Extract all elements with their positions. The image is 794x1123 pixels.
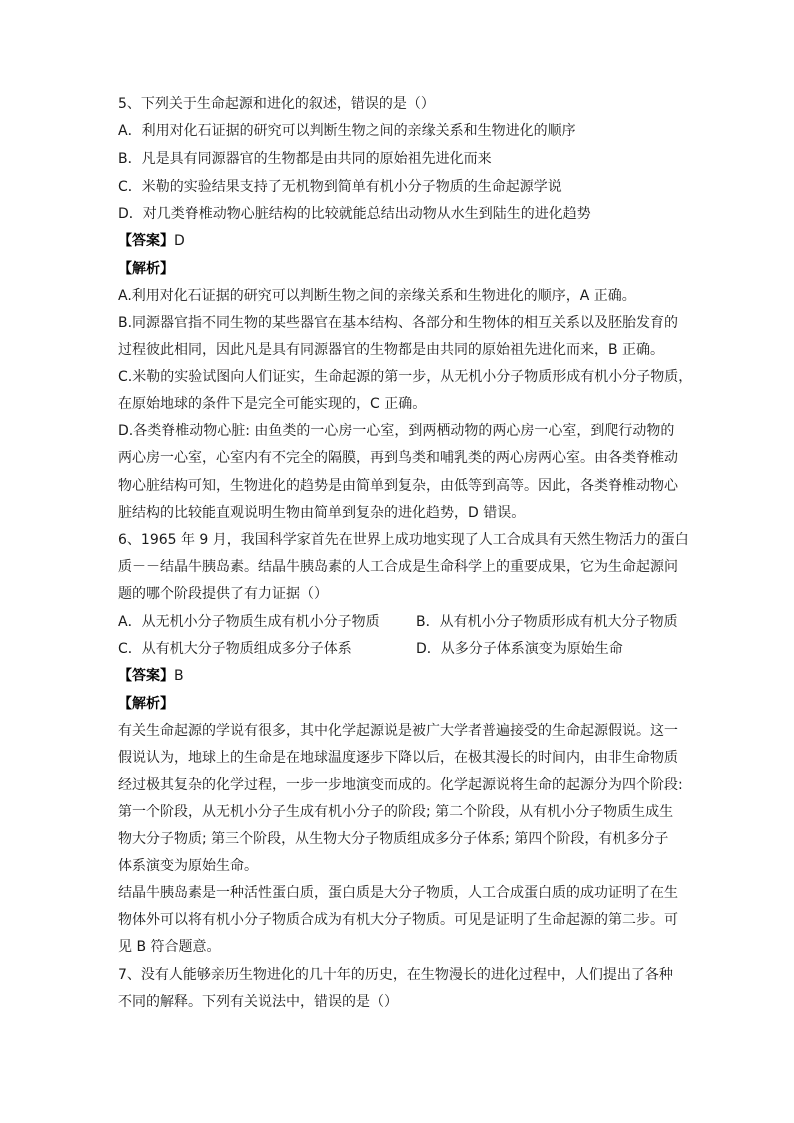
question-6-answer [118, 666, 184, 686]
question-6-stem-line: 题的哪个阶段提供了有力证据（） [118, 586, 328, 602]
question-5-answer [118, 231, 185, 251]
analysis-line: 过程彼此相同，因此凡是具有同源器官的生物都是由共同的原始祖先进化而来，B 正确。 [118, 342, 665, 358]
analysis-line: 脏结构的比较能直观说明生物由简单到复杂的进化趋势，D 错误。 [118, 505, 526, 521]
answer-value: B [174, 668, 184, 684]
question-6-stem-line: 6、1965 年 9 月，我国科学家首先在世界上成功地实现了人工合成具有天然生物活力的蛋白 [118, 532, 689, 548]
analysis-tag: 【解析】 [118, 261, 174, 277]
question-6-stem-line: 质－－结晶牛胰岛素。结晶牛胰岛素的人工合成是生命科学上的重要成果，它为生命起源问 [118, 559, 678, 575]
analysis-line: 经过极其复杂的化学过程，一步一步地演变而成的。化学起源说将生命的起源分为四个阶段: [118, 777, 683, 793]
analysis-tag: 【解析】 [118, 696, 174, 712]
answer-tag: 【答案】 [118, 233, 174, 249]
analysis-line: 第一个阶段，从无机小分子生成有机小分子的阶段; 第二个阶段，从有机小分子物质生成生 [118, 804, 674, 820]
analysis-line: 物体外可以将有机小分子物质合成为有机大分子物质。可见是证明了生命起源的第二步。可 [118, 912, 678, 928]
analysis-line: 在原始地球的条件下是完全可能实现的，C 正确。 [118, 396, 427, 412]
question-6-option-a: A．从无机小分子物质生成有机小分子物质 [118, 614, 380, 630]
analysis-line: C.米勒的实验试图向人们证实，生命起源的第一步，从无机小分子物质形成有机小分子物质， [118, 369, 693, 385]
analysis-line: 假说认为，地球上的生命是在地球温度逐步下降以后，在极其漫长的时间内，由非生命物质 [118, 750, 678, 766]
question-6-option-d: D．从多分子体系演变为原始生命 [416, 641, 623, 657]
answer-value: D [174, 233, 185, 249]
question-5-option-c: C．米勒的实验结果支持了无机物到简单有机小分子物质的生命起源学说 [118, 179, 562, 195]
analysis-line: A.利用对化石证据的研究可以判断生物之间的亲缘关系和生物进化的顺序，A 正确。 [118, 288, 636, 304]
question-5-stem: 5、下列关于生命起源和进化的叙述，错误的是（） [118, 96, 435, 112]
question-6-option-b: B．从有机小分子物质形成有机大分子物质 [416, 614, 678, 630]
analysis-line: 有关生命起源的学说有很多，其中化学起源说是被广大学者普遍接受的生命起源假说。这一 [118, 723, 678, 739]
question-6-option-c: C．从有机大分子物质组成多分子体系 [118, 641, 352, 657]
analysis-line: 见 B 符合题意。 [118, 939, 221, 955]
analysis-line: 体系演变为原始生命。 [118, 858, 258, 874]
answer-tag: 【答案】 [118, 668, 174, 684]
question-7-stem-line: 不同的解释。下列有关说法中，错误的是（） [118, 994, 398, 1010]
analysis-line: 两心房一心室，心室内有不完全的隔膜，再到鸟类和哺乳类的两心房两心室。由各类脊椎动 [118, 450, 678, 466]
analysis-line: 物心脏结构可知，生物进化的趋势是由简单到复杂，由低等到高等。因此，各类脊椎动物心 [118, 478, 678, 494]
analysis-line: B.同源器官指不同生物的某些器官在基本结构、各部分和生物体的相互关系以及胚胎发育的 [118, 315, 679, 331]
analysis-line: 结晶牛胰岛素是一种活性蛋白质，蛋白质是大分子物质，人工合成蛋白质的成功证明了在生 [118, 885, 678, 901]
question-5-analysis-heading [118, 259, 174, 279]
question-5-option-a: A．利用对化石证据的研究可以判断生物之间的亲缘关系和生物进化的顺序 [118, 123, 576, 139]
question-5-option-b: B．凡是具有同源器官的生物都是由共同的原始祖先进化而来 [118, 151, 492, 167]
analysis-line: 物大分子物质; 第三个阶段，从生物大分子物质组成多分子体系; 第四个阶段，有机多分子 [118, 831, 669, 847]
question-7-stem-line: 7、没有人能够亲历生物进化的几十年的历史，在生物漫长的进化过程中，人们提出了各种 [118, 967, 673, 983]
analysis-line: D.各类脊椎动物心脏: 由鱼类的一心房一心室，到两栖动物的两心房一心室，到爬行动物的 [118, 423, 675, 439]
question-6-analysis-heading [118, 694, 174, 714]
question-5-option-d: D．对几类脊椎动物心脏结构的比较就能总结出动物从水生到陆生的进化趋势 [118, 206, 591, 222]
